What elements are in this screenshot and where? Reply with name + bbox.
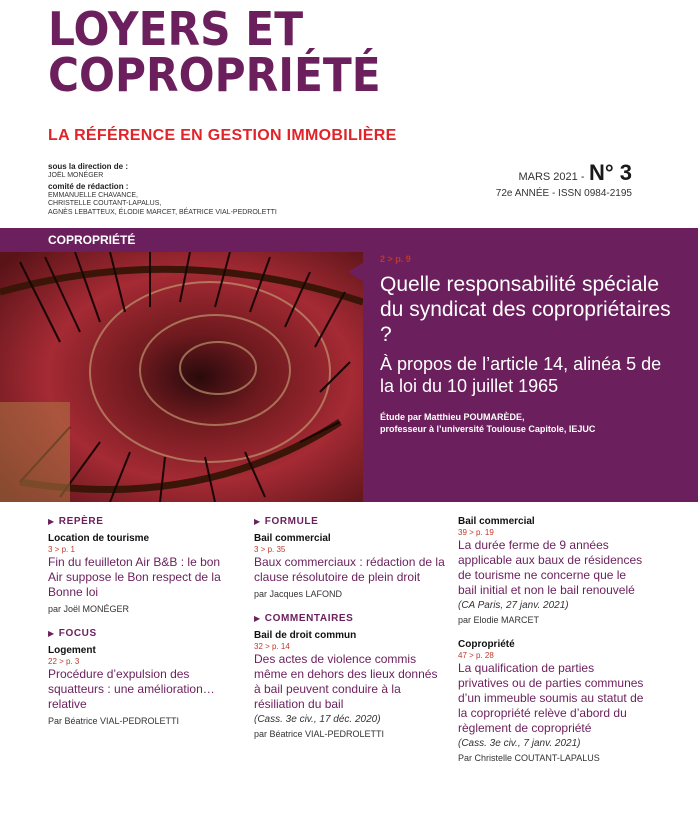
feature-pointer bbox=[348, 262, 364, 282]
entry-category: Location de tourisme bbox=[48, 533, 150, 544]
entry-category: Bail commercial bbox=[254, 533, 331, 544]
entry-category: Bail commercial bbox=[458, 516, 535, 527]
entry-author: Par Christelle COUTANT-LAPALUS bbox=[458, 753, 600, 763]
section-label: REPÈRE bbox=[58, 516, 104, 527]
committee-label: comité de rédaction : bbox=[48, 182, 129, 191]
editorial-board bbox=[48, 163, 308, 217]
section-label: COMMENTAIRES bbox=[264, 613, 354, 624]
entry-title: Des actes de violence commis même en dehors des lieux donnés à bail peuvent conduire à la résiliation du bail bbox=[254, 652, 438, 711]
feature-ref: 2 > p. 9 bbox=[380, 254, 411, 264]
committee-line: AGNÈS LEBATTEUX, ÉLODIE MARCET, BÉATRICE VIAL-PEDROLETTI bbox=[48, 208, 277, 216]
entry-title: Fin du feuilleton Air B&B : le bon Air suppose le Bon respect de la Bonne loi bbox=[48, 555, 221, 599]
toc-entry[interactable] bbox=[458, 639, 648, 763]
triangle-right-icon: ▶ bbox=[254, 517, 261, 526]
feature-subtitle: À propos de l’article 14, alinéa 5 de la loi du 10 juillet 1965 bbox=[380, 354, 662, 396]
journal-subtitle: LA RÉFÉRENCE EN GESTION IMMOBILIÈRE bbox=[48, 127, 397, 144]
entry-ref: 47 > p. 28 bbox=[458, 651, 494, 660]
section-label: FORMULE bbox=[264, 516, 319, 527]
issue-number: N° 3 bbox=[588, 160, 632, 185]
issue-year-issn: 72e ANNÉE - ISSN 0984-2195 bbox=[495, 188, 632, 199]
toc-entry[interactable] bbox=[254, 533, 446, 599]
entry-ref: 32 > p. 14 bbox=[254, 642, 290, 651]
committee-line: CHRISTELLE COUTANT-LAPALUS, bbox=[48, 200, 162, 207]
issue-date: MARS 2021 - bbox=[518, 171, 585, 183]
triangle-right-icon: ▶ bbox=[254, 614, 261, 623]
entry-citation: (Cass. 3e civ., 7 janv. 2021) bbox=[458, 738, 581, 749]
staircase-photo bbox=[0, 252, 363, 502]
section-header-commentaires bbox=[254, 613, 446, 624]
entry-title: La durée ferme de 9 années applicable aux baux de résidences de tourisme ne concerne que le bail initial et non le bail renouvelé bbox=[458, 538, 643, 597]
toc-entry[interactable] bbox=[48, 533, 236, 614]
entry-author: par Elodie MARCET bbox=[458, 615, 540, 625]
feature-author bbox=[380, 411, 680, 435]
feature-article[interactable] bbox=[380, 252, 680, 435]
section-header-formule bbox=[254, 516, 446, 527]
entry-category: Bail de droit commun bbox=[254, 630, 357, 641]
entry-ref: 39 > p. 19 bbox=[458, 528, 494, 537]
toc-entry[interactable] bbox=[254, 630, 446, 739]
section-header-repere bbox=[48, 516, 236, 527]
feature-section-label: COPROPRIÉTÉ bbox=[48, 233, 136, 247]
feature-author-affiliation: professeur à l’université Toulouse Capitole, IEJUC bbox=[380, 424, 596, 434]
entry-author: par Joël MONÉGER bbox=[48, 604, 130, 614]
entry-category: Logement bbox=[48, 645, 96, 656]
entry-author: Par Béatrice VIAL-PEDROLETTI bbox=[48, 716, 180, 726]
entry-citation: (CA Paris, 27 janv. 2021) bbox=[458, 600, 569, 611]
entry-category: Copropriété bbox=[458, 639, 515, 650]
entry-ref: 3 > p. 1 bbox=[48, 545, 75, 554]
feature-author-line: Étude par Matthieu POUMARÈDE, bbox=[380, 412, 525, 422]
toc-entry[interactable] bbox=[458, 516, 648, 625]
toc-entry[interactable] bbox=[48, 645, 236, 726]
entry-author: par Jacques LAFOND bbox=[254, 589, 343, 599]
triangle-right-icon: ▶ bbox=[48, 517, 55, 526]
entry-ref: 22 > p. 3 bbox=[48, 657, 80, 666]
entry-title: Baux commerciaux : rédaction de la clause résolutoire de plein droit bbox=[254, 555, 445, 584]
journal-title: LOYERS ET COPROPRIÉTÉ bbox=[48, 2, 381, 102]
section-label: FOCUS bbox=[58, 628, 97, 639]
entry-ref: 3 > p. 35 bbox=[254, 545, 286, 554]
triangle-right-icon: ▶ bbox=[48, 629, 55, 638]
staircase-illustration bbox=[0, 252, 363, 502]
director-name: JOËL MONÉGER bbox=[48, 171, 104, 179]
issue-info bbox=[496, 160, 632, 199]
entry-author: par Béatrice VIAL-PEDROLETTI bbox=[254, 729, 385, 739]
entry-citation: (Cass. 3e civ., 17 déc. 2020) bbox=[254, 714, 381, 725]
direction-label: sous la direction de : bbox=[48, 162, 129, 171]
committee-line: EMMANUELLE CHAVANCE, bbox=[48, 191, 138, 199]
entry-title: Procédure d’expulsion des squatteurs : une amélioration… relative bbox=[48, 667, 215, 711]
toc-column-1 bbox=[48, 516, 236, 740]
toc-column-3 bbox=[458, 516, 648, 777]
section-header-focus bbox=[48, 628, 236, 639]
feature-question: Quelle responsabilité spéciale du syndicat des copropriétaires ? bbox=[380, 273, 671, 346]
toc-column-2 bbox=[254, 516, 446, 753]
entry-title: La qualification de parties privatives ou de parties communes d’un immeuble soumis au statut de la copropriété relève d’abord du règlement de copropriété bbox=[458, 661, 644, 735]
